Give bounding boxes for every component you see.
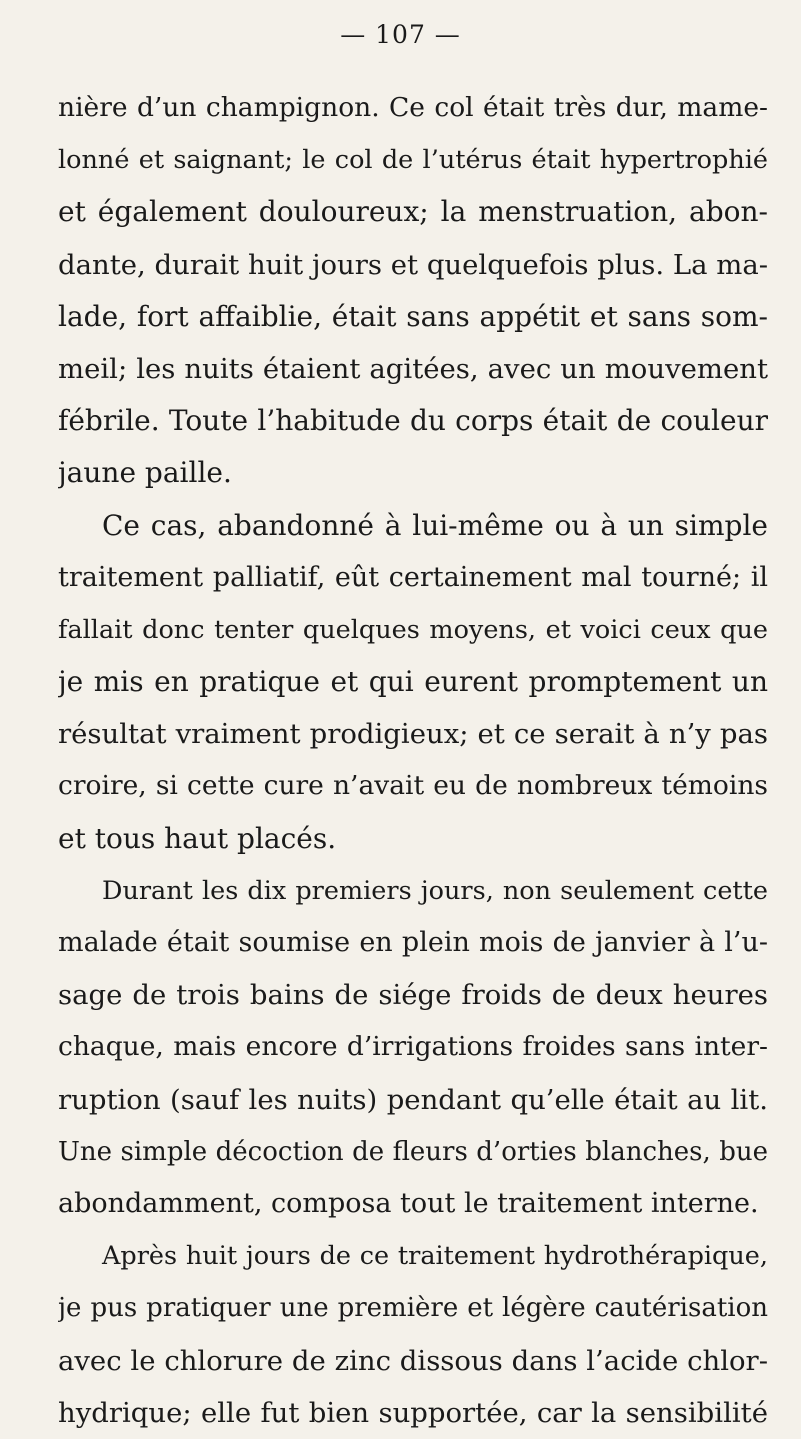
body-text [58, 82, 768, 1439]
text-line: ruption (sauf les nuits) pendant qu’elle était au lit. [58, 1083, 768, 1116]
text-line: dante, durait huit jours et quelquefois plus. La ma- [58, 248, 768, 281]
text-line: Durant les dix premiers jours, non seulement cette [102, 875, 768, 906]
text-line: jaune paille. [58, 456, 232, 490]
text-line: avec le chlorure de zinc dissous dans l’acide chlor- [58, 1344, 768, 1377]
text-line: chaque, mais encore d’irrigations froides sans inter- [58, 1031, 768, 1063]
text-line: malade était soumise en plein mois de janvier à l’u- [58, 927, 768, 958]
text-line: lade, fort affaiblie, était sans appétit et sans som- [58, 299, 768, 333]
text-line: meil; les nuits étaient agitées, avec un mouvement [58, 352, 768, 385]
text-line: résultat vraiment prodigieux; et ce serait à n’y pas [58, 718, 768, 751]
text-line: je mis en pratique et qui eurent promptement un [58, 665, 768, 699]
text-line: fallait donc tenter quelques moyens, et voici ceux que [58, 614, 768, 645]
text-line: sage de trois bains de siége froids de deux heures [58, 979, 768, 1012]
text-line: je pus pratiquer une première et légère cautérisation [58, 1293, 768, 1324]
text-line: croire, si cette cure n’avait eu de nombreux témoins [58, 770, 768, 802]
text-line: Ce cas, abandonné à lui-même ou à un simple [102, 508, 768, 542]
text-line: et tous haut placés. [58, 821, 337, 855]
text-line: lonné et saignant; le col de l’utérus était hypertrophié [58, 145, 768, 176]
page-number: — 107 — [340, 20, 461, 49]
text-line: Une simple décoction de fleurs d’orties blanches, bue [58, 1136, 768, 1167]
text-line: hydrique; elle fut bien supportée, car la sensibilité [58, 1396, 768, 1429]
text-line: traitement palliatif, eût certainement mal tourné; il [58, 561, 768, 593]
text-line: abondamment, composa tout le traitement interne. [58, 1187, 759, 1219]
text-line: nière d’un champignon. Ce col était très dur, mame- [58, 92, 768, 123]
text-line: fébrile. Toute l’habitude du corps était de couleur [58, 404, 768, 438]
text-line: et également douloureux; la menstruation, abon- [58, 195, 768, 229]
text-line: Après huit jours de ce traitement hydrothérapique, [102, 1241, 768, 1272]
